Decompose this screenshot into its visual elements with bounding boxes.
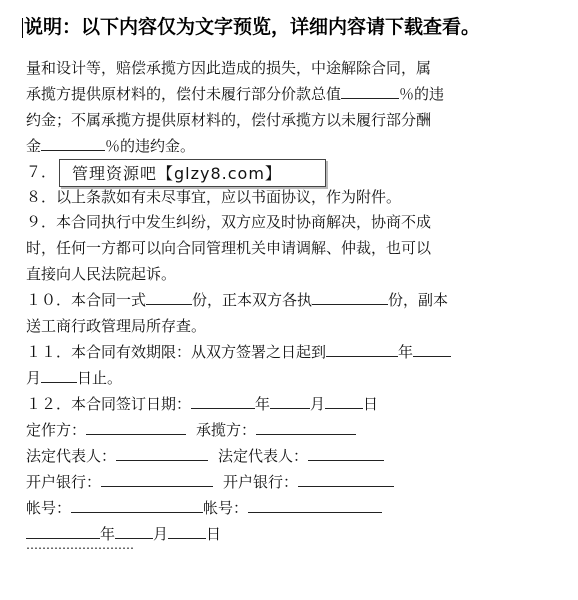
date-label: 年 bbox=[100, 525, 116, 543]
fill-blank bbox=[115, 524, 153, 539]
fill-blank bbox=[191, 394, 255, 409]
signature-label: 帐号： bbox=[26, 499, 72, 517]
fill-blank bbox=[116, 446, 208, 461]
signature-row bbox=[26, 420, 356, 440]
signature-label: 定作方： bbox=[26, 421, 87, 439]
clause-text: １２．本合同签订日期： bbox=[26, 395, 192, 413]
clause-8: ８．以上条款如有未尽事宜，应以书面协议，作为附件。 bbox=[26, 188, 402, 206]
clause-9: ９．本合同执行中发生纠纷，双方应及时协商解决，协商不成 bbox=[26, 213, 432, 231]
clause-12 bbox=[26, 394, 378, 414]
signature-row bbox=[26, 498, 382, 518]
clause-text: 月 bbox=[310, 395, 326, 413]
fill-blank bbox=[71, 498, 203, 513]
fill-blank bbox=[41, 368, 77, 383]
clause-10 bbox=[26, 290, 448, 310]
clause-text: 月 bbox=[26, 369, 42, 387]
fill-blank bbox=[41, 136, 105, 151]
date-label: 月 bbox=[153, 525, 169, 543]
signature-label: 法定代表人： bbox=[218, 447, 309, 465]
clause-text: 份，副本 bbox=[388, 291, 449, 309]
clause-7: ７． bbox=[26, 163, 57, 181]
fill-blank bbox=[256, 420, 356, 435]
clause-text: 年 bbox=[398, 343, 414, 361]
signature-row bbox=[26, 446, 384, 466]
preview-notice bbox=[22, 12, 572, 39]
clause-line: 约金；不属承揽方提供原材料的，偿付承揽方以未履行部分酬 bbox=[26, 111, 432, 129]
fill-blank bbox=[325, 394, 363, 409]
clause-text: 日 bbox=[363, 395, 379, 413]
fill-blank bbox=[86, 420, 186, 435]
fill-blank bbox=[326, 342, 398, 357]
clause-text: 日止。 bbox=[77, 369, 123, 387]
date-label: 日 bbox=[206, 525, 222, 543]
fill-blank bbox=[341, 84, 399, 99]
clause-text: ％的违 bbox=[399, 85, 445, 103]
preview-notice-text: 说明：以下内容仅为文字预览，详细内容请下载查看。 bbox=[24, 16, 481, 38]
clause-text: 年 bbox=[255, 395, 271, 413]
signature-label: 帐号： bbox=[203, 499, 249, 517]
text-cursor bbox=[22, 18, 23, 38]
clause-line: 量和设计等，赔偿承揽方因此造成的损失，中途解除合同，属 bbox=[26, 59, 432, 77]
clause-text: １１．本合同有效期限：从双方签署之日起到 bbox=[26, 343, 327, 361]
clause-text: ％的违约金。 bbox=[105, 137, 196, 155]
continuation-dots: ……………………… bbox=[26, 538, 134, 552]
signature-label: 开户银行： bbox=[26, 473, 102, 491]
signature-row bbox=[26, 472, 394, 492]
fill-blank bbox=[270, 394, 310, 409]
clause-text: 承揽方提供原材料的，偿付未履行部分价款总值 bbox=[26, 85, 342, 103]
clause-line bbox=[26, 136, 195, 156]
fill-blank bbox=[312, 290, 388, 305]
fill-blank bbox=[308, 446, 384, 461]
fill-blank bbox=[298, 472, 394, 487]
signature-label: 法定代表人： bbox=[26, 447, 117, 465]
fill-blank bbox=[101, 472, 213, 487]
clause-line: 时，任何一方都可以向合同管理机关申请调解、仲裁，也可以 bbox=[26, 239, 432, 257]
clause-line bbox=[26, 84, 444, 104]
fill-blank bbox=[413, 342, 451, 357]
clause-line: 送工商行政管理局所存查。 bbox=[26, 317, 207, 335]
clause-text: 金 bbox=[26, 137, 42, 155]
fill-blank bbox=[146, 290, 192, 305]
signature-label: 开户银行： bbox=[223, 473, 299, 491]
clause-text: １０．本合同一式 bbox=[26, 291, 147, 309]
fill-blank bbox=[248, 498, 382, 513]
fill-blank bbox=[168, 524, 206, 539]
clause-11 bbox=[26, 342, 451, 362]
watermark-banner: 管理资源吧【glzy8.com】 bbox=[59, 159, 326, 187]
clause-line bbox=[26, 368, 122, 388]
clause-text: 份，正本双方各执 bbox=[192, 291, 313, 309]
signature-label: 承揽方： bbox=[196, 421, 257, 439]
fill-blank bbox=[26, 524, 100, 539]
clause-line: 直接向人民法院起诉。 bbox=[26, 265, 177, 283]
